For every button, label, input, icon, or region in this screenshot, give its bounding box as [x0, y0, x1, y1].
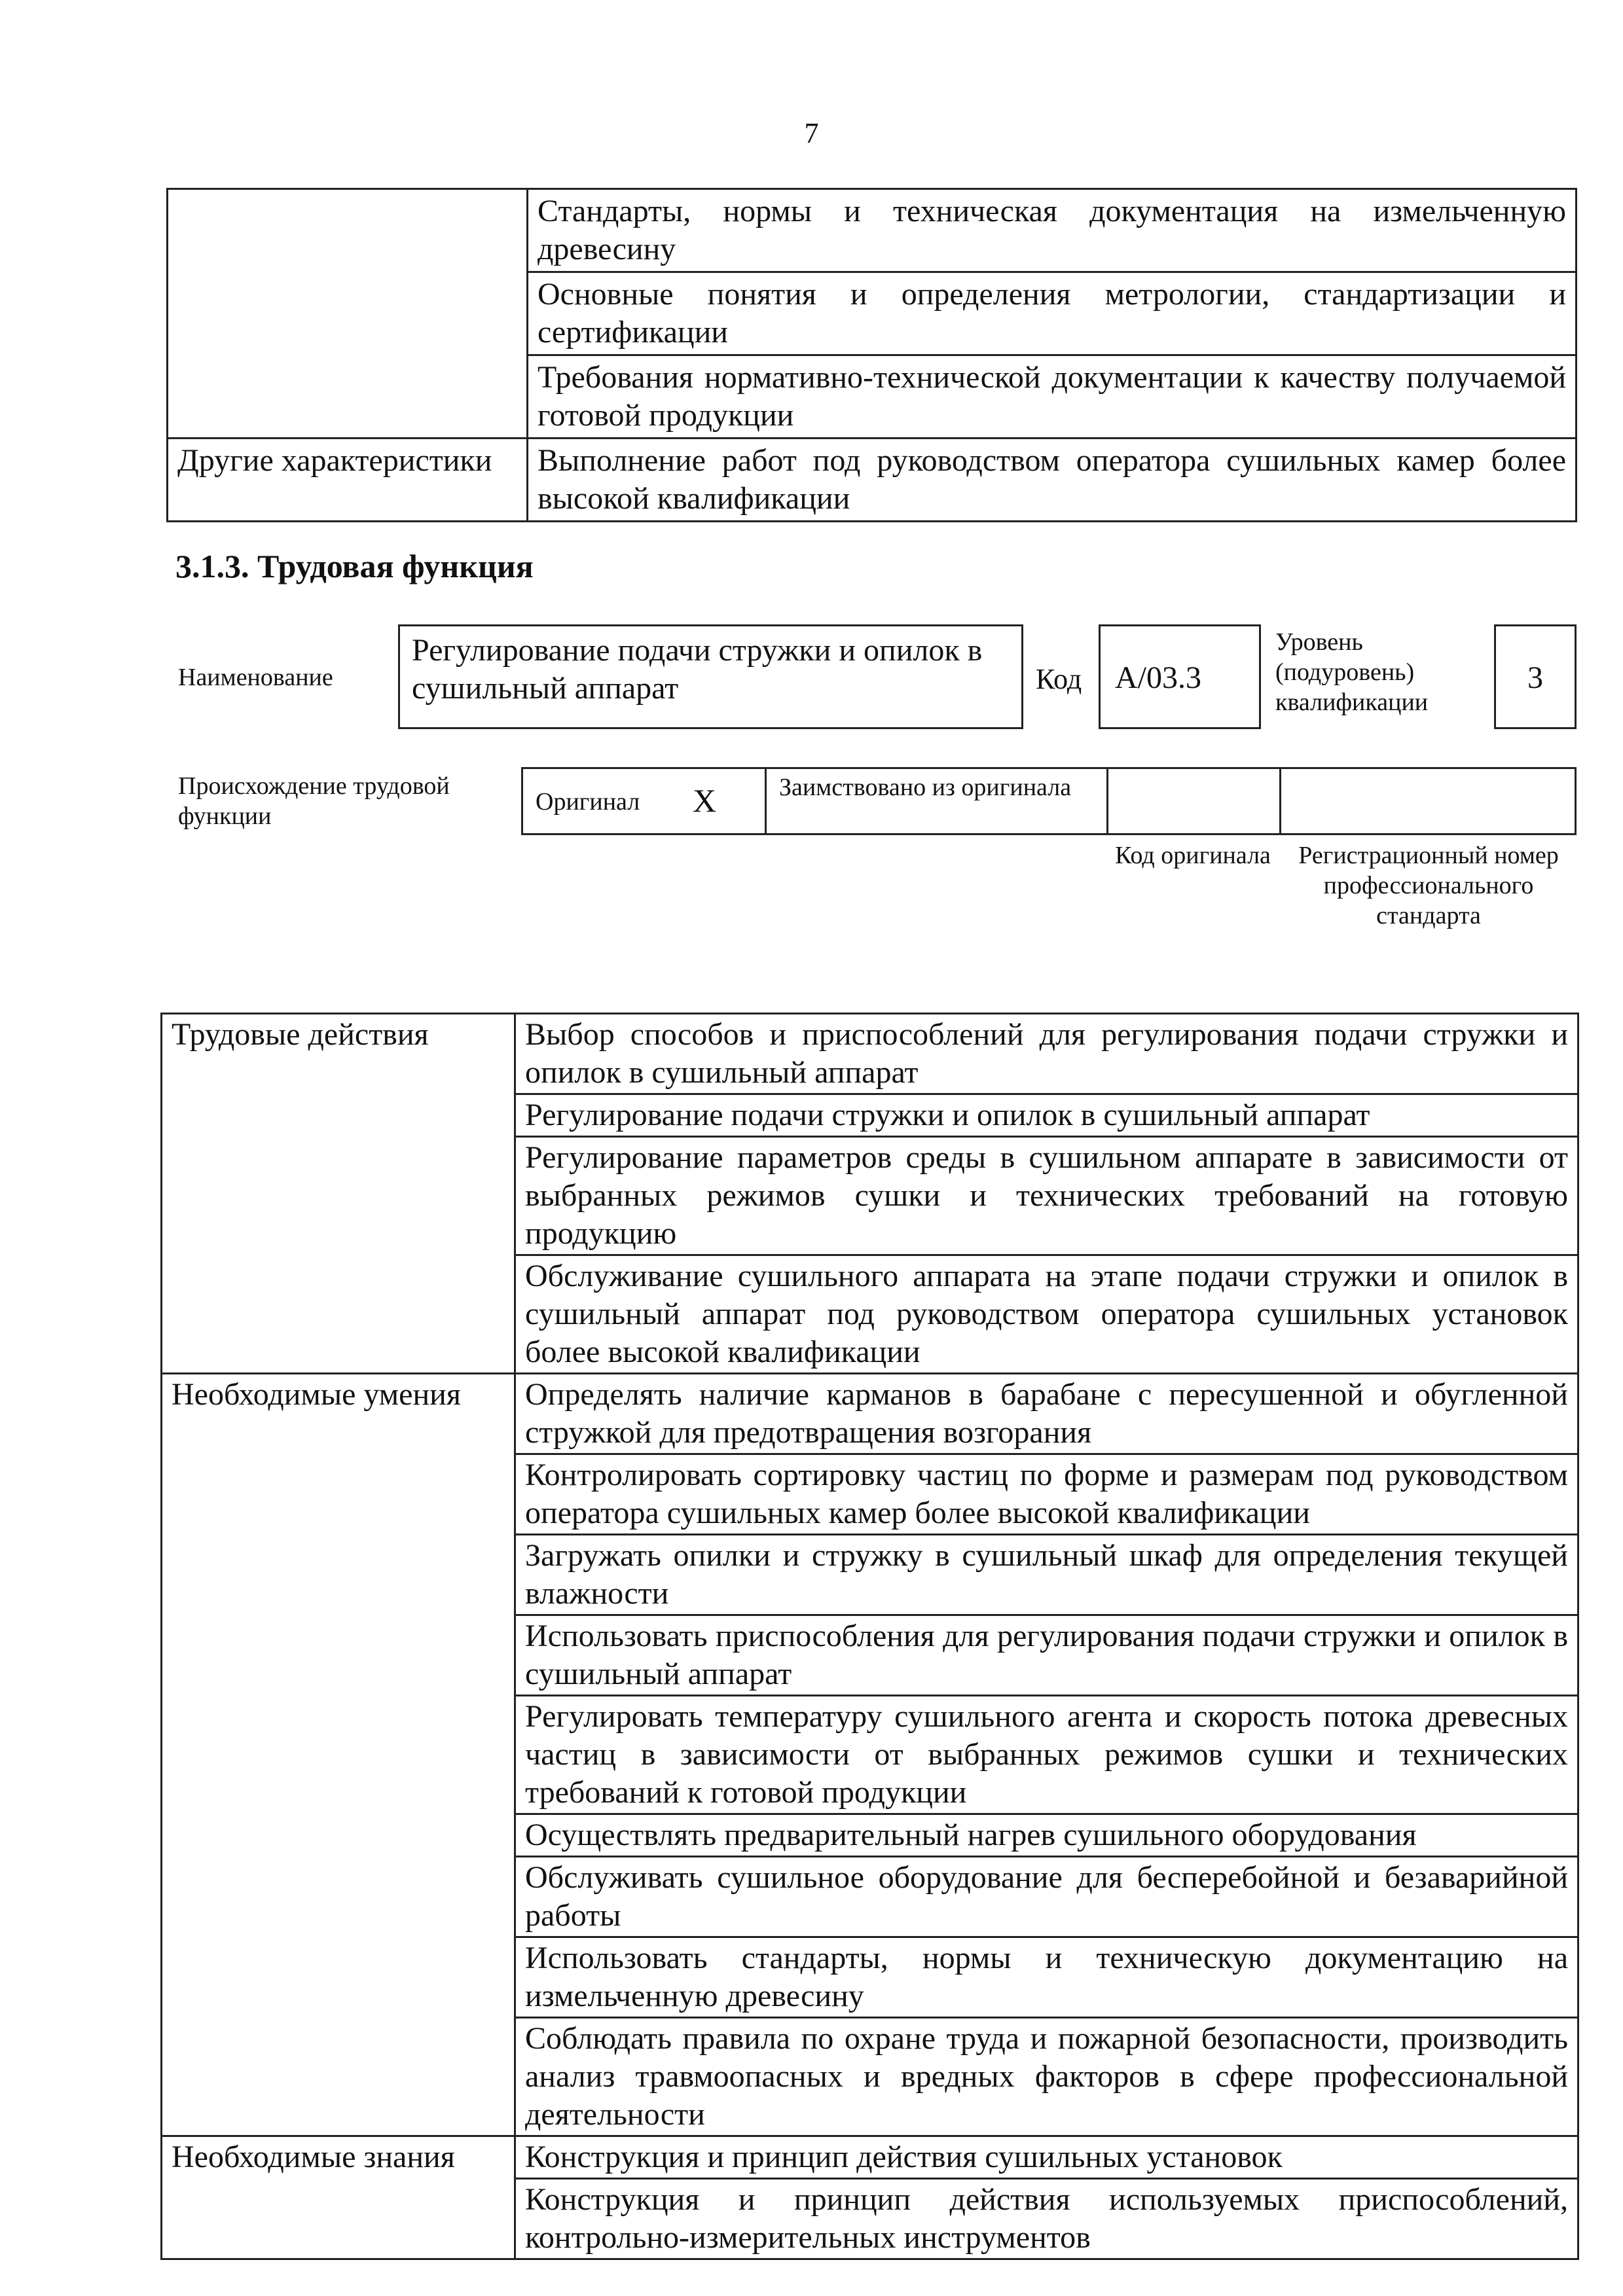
item-text: Регулировать температуру сушильного агента и скорость потока древесных частиц в зависимости от выбранных режимов сушки и технических требований к готовой продукции [515, 1696, 1578, 1814]
table-row [162, 1374, 1578, 1454]
row-label [168, 189, 528, 439]
borrowed-label: Заимствовано из оригинала [779, 774, 1072, 801]
item-text: Использовать стандарты, нормы и техническую документацию на измельченную древесину [515, 1937, 1578, 2018]
code-original-label: Код оригинала [1115, 842, 1271, 869]
section-title: 3.1.3. Трудовая функция [175, 548, 534, 584]
item-text: Осуществлять предварительный нагрев сушильного оборудования [515, 1814, 1578, 1857]
function-name-field: Регулирование подачи стружки и опилок в сушильный аппарат [398, 624, 1023, 729]
section-label: Необходимые умения [162, 1374, 515, 2136]
page-number: 7 [804, 117, 819, 149]
row-text: Требования нормативно-технической документации к качеству получаемой готовой продукции [528, 355, 1577, 439]
origin-label: Происхождение трудовой функции [178, 772, 450, 830]
divider [765, 767, 767, 835]
divider [1279, 767, 1281, 835]
row-text: Стандарты, нормы и техническая документация на измельченную древесину [528, 189, 1577, 272]
item-text: Конструкция и принцип действия используемых приспособлений, контрольно-измерительных инструментов [515, 2179, 1578, 2259]
item-text: Загружать опилки и стружку в сушильный шкаф для определения текущей влажности [515, 1535, 1578, 1615]
section-label: Необходимые знания [162, 2136, 515, 2259]
name-label: Наименование [178, 664, 333, 691]
item-text: Обслуживание сушильного аппарата на этапе подачи стружки и опилок в сушильный аппарат под руководством оператора сушильных установок более высокой квалификации [515, 1255, 1578, 1374]
row-text: Основные понятия и определения метрологии, стандартизации и сертификации [528, 272, 1577, 355]
table-row [168, 189, 1577, 272]
item-text: Выбор способов и приспособлений для регулирования подачи стружки и опилок в сушильный аппарат [515, 1014, 1578, 1094]
item-text: Использовать приспособления для регулирования подачи стружки и опилок в сушильный аппарат [515, 1615, 1578, 1696]
code-label: Код [1036, 663, 1082, 695]
item-text: Регулирование подачи стружки и опилок в сушильный аппарат [515, 1094, 1578, 1137]
continuation-table [166, 188, 1577, 522]
item-text: Определять наличие карманов в барабане с пересушенной и обугленной стружкой для предотвращения возгорания [515, 1374, 1578, 1454]
item-text: Конструкция и принцип действия сушильных установок [515, 2136, 1578, 2179]
item-text: Регулирование параметров среды в сушильном аппарате в зависимости от выбранных режимов сушки и технических требований на готовую продукцию [515, 1137, 1578, 1255]
row-label: Другие характеристики [168, 439, 528, 522]
main-table [160, 1013, 1579, 2260]
table-row [162, 1014, 1578, 1094]
item-text: Соблюдать правила по охране труда и пожарной безопасности, производить анализ травмоопасных и вредных факторов в сфере профессиональной деятельности [515, 2018, 1578, 2136]
table-row [168, 439, 1577, 522]
level-label: Уровень (подуровень) квалификации [1275, 628, 1429, 716]
table-row [162, 2136, 1578, 2179]
section-label: Трудовые действия [162, 1014, 515, 1374]
row-text: Выполнение работ под руководством оператора сушильных камер более высокой квалификации [528, 439, 1577, 522]
code-field: А/03.3 [1099, 624, 1261, 729]
level-field: 3 [1494, 624, 1577, 729]
item-text: Обслуживать сушильное оборудование для бесперебойной и безаварийной работы [515, 1857, 1578, 1937]
divider [1106, 767, 1108, 835]
original-mark: X [693, 782, 717, 819]
reg-number-label: Регистрационный номер профессионального стандарта [1298, 842, 1559, 929]
original-label: Оригинал [536, 788, 640, 816]
item-text: Контролировать сортировку частиц по форме и размерам под руководством оператора сушильных камер более высокой квалификации [515, 1454, 1578, 1535]
